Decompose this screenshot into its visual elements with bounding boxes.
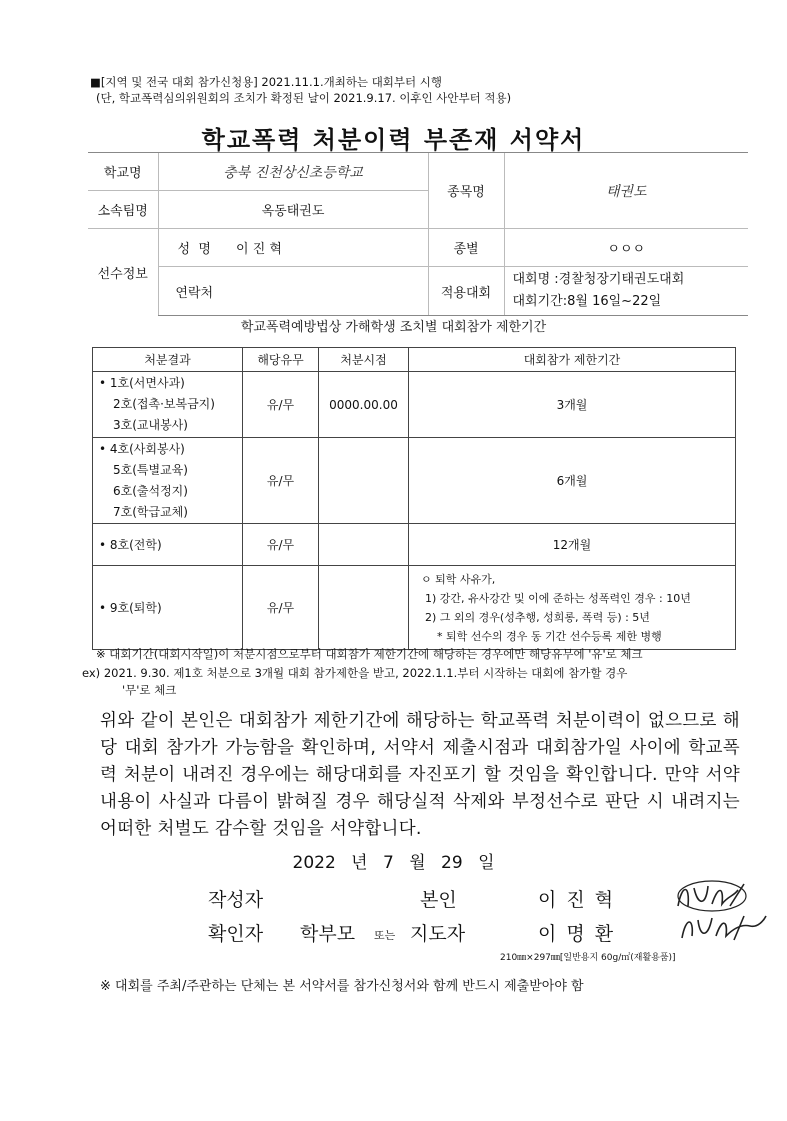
writer-name: 이 진 혁 [538,889,614,911]
confirmer-or: 또는 [374,929,396,942]
header-check: 해당유무 [243,348,319,372]
team-value: 옥동태권도 [158,191,428,229]
school-label: 학교명 [88,153,158,191]
date-cell [319,438,409,524]
footnote-1: ※ 대회기간(대회시작일)이 처분시점으로부터 대회참가 제한기간에 해당하는 경우에만 해당유무에 '유'로 체크 [96,647,643,661]
confirmer-signature [678,910,768,944]
check-cell: 유/무 [243,438,319,524]
event-name: 대회명 :경찰청장기태권도대회 [512,272,685,287]
confirmer-role: 지도자 [410,923,466,945]
header-note [90,74,511,106]
event-info [504,267,748,316]
result-cell: • 8호(전학) [93,524,243,566]
date-cell [319,524,409,566]
player-label: 선수정보 [88,229,158,316]
limit-line: 1) 강간, 유사강간 및 이에 준하는 성폭력인 경우 : 10년 [425,591,691,605]
contact-value [230,267,428,316]
confirmer-name: 이 명 환 [538,923,614,945]
footnote-2: ex) 2021. 9.30. 제1호 처분으로 3개월 대회 참가제한을 받고, 2022.1.1.부터 시작하는 대회에 참가할 경우 [82,666,628,680]
info-table [88,152,748,316]
header-note-line2: (단, 학교폭력심의위원회의 조치가 확정된 날이 2021.9.17. 이후인 사안부터 적용) [96,91,512,105]
table-subtitle: 학교폭력예방법상 가해학생 조치별 대회참가 제한기간 [240,320,547,335]
sport-label: 종목명 [428,153,504,229]
limit-cell: 3개월 [409,372,736,438]
header-date: 처분시점 [319,348,409,372]
table-row [93,438,736,524]
limit-line: * 퇴학 선수의 경우 동 기간 선수등록 제한 병행 [437,629,662,643]
result-item: 6호(출석정지) [113,483,188,498]
pledge-date: 2022 년 7 월 29 일 [292,853,495,873]
event-period: 대회기간:8월 16일~22일 [512,294,662,309]
table-header-row [93,348,736,372]
table-row [93,372,736,438]
date-cell: 0000.00.00 [319,372,409,438]
result-cell: • 9호(퇴학) [93,566,243,650]
limit-cell: 6개월 [409,438,736,524]
check-cell: 유/무 [243,566,319,650]
header-limit: 대회참가 제한기간 [409,348,736,372]
name-value: 이 진 혁 [230,229,428,267]
writer-label: 작성자 [208,889,264,911]
result-cell [93,372,243,438]
date-cell [319,566,409,650]
result-item: • 4호(사회봉사) [99,441,185,456]
check-cell: 유/무 [243,372,319,438]
sport-value: 태권도 [504,153,748,229]
limit-line: 2) 그 외의 경우(성추행, 성희롱, 폭력 등) : 5년 [425,610,650,624]
name-label: 성 명 [158,229,230,267]
footnote-3: '무'로 체크 [122,683,177,697]
document-title: 학교폭력 처분이력 부존재 서약서 [201,126,586,154]
team-label: 소속팀명 [88,191,158,229]
check-cell: 유/무 [243,524,319,566]
result-cell [93,438,243,524]
limit-line: ㅇ 퇴학 사유가, [421,572,496,586]
table-row [93,524,736,566]
paper-spec: 210㎜×297㎜[일반용지 60g/㎡(재활용품)] [500,953,676,963]
table-row [93,566,736,650]
result-item: 2호(접촉·보복금지) [113,397,215,411]
division-label: 종별 [428,229,504,267]
confirmer-parent: 학부모 [300,923,356,945]
header-note-line1: ■[지역 및 전국 대회 참가신청용] 2021.11.1.개최하는 대회부터 시행 [90,75,443,89]
limit-cell: 12개월 [409,524,736,566]
result-item: 5호(특별교육) [113,462,188,477]
header-result: 처분결과 [93,348,243,372]
sanction-table [92,347,736,650]
result-item: 3호(교내봉사) [113,418,188,432]
pledge-paragraph: 위와 같이 본인은 대회참가 제한기간에 해당하는 학교폭력 처분이력이 없으므로 해당 대회 참가가 가능함을 확인하며, 서약서 제출시점과 대회참가일 사이에 학교폭력 처분이 내려진 경우에는 해당대회를 자진포기 할 것임을 확인합니다. 만약 서약내용이 사실과 다름이 밝혀질 경우 해당실적 삭제와 부정선수로 판단 시 내려지는 어떠한 처벌도 감수할 것임을 서약합니다. [100,711,740,839]
contact-label: 연락처 [158,267,230,316]
limit-cell [409,566,736,650]
division-value: ㅇㅇㅇ [504,229,748,267]
bottom-note: ※ 대회를 주최/주관하는 단체는 본 서약서를 참가신청서와 함께 반드시 제출받아야 함 [100,979,584,994]
school-value: 충북 진천상신초등학교 [158,153,428,191]
result-item: 7호(학급교체) [113,504,188,519]
result-item: • 1호(서면사과) [99,376,185,390]
confirmer-label: 확인자 [208,923,264,945]
writer-role: 본인 [420,889,457,911]
event-label: 적용대회 [428,267,504,316]
